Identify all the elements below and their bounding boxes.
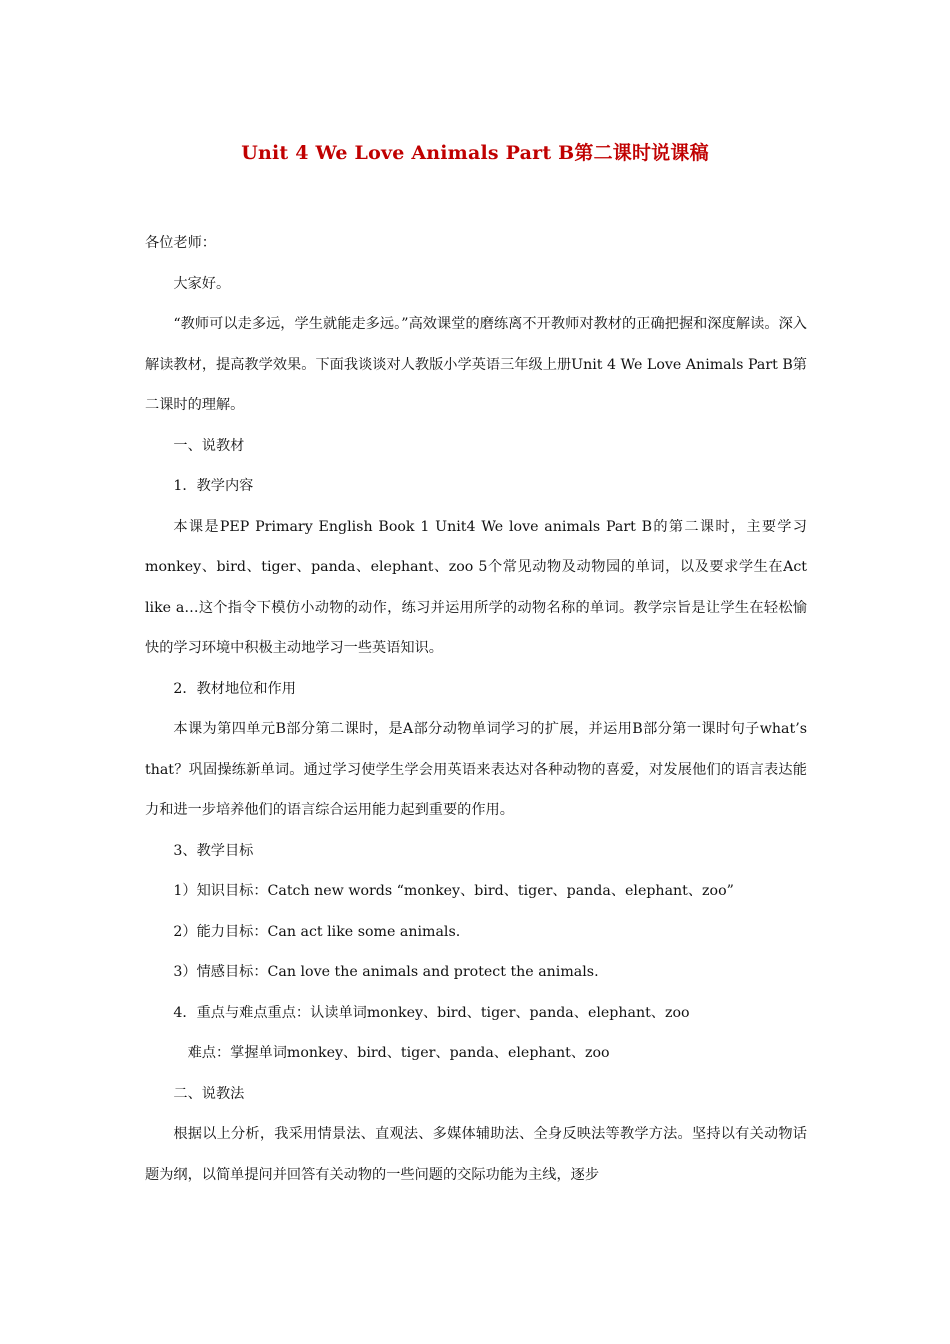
- subheading-teaching-goals: 3、教学目标: [173, 842, 254, 859]
- section-heading-methods: 二、说教法: [173, 1085, 245, 1102]
- teaching-content-paragraph: 本课是PEP Primary English Book 1 Unit4 We love animals Part B的第二课时，主要学习monkey、bird、tiger、panda、elephant、zoo 5个常见动物及动物园的单词，以及要求学生在Act like a…这个指令下模仿小动物的动作，练习并运用所学的动物名称的单词。教学宗旨是让学生在轻松愉快的学习环境中积极主动地学习一些英语知识。: [145, 518, 807, 656]
- textbook-role-paragraph: 本课为第四单元B部分第二课时，是A部分动物单词学习的扩展，并运用B部分第一课时句子what’s that？巩固操练新单词。通过学习使学生学会用英语来表达对各种动物的喜爱，对发展他们的语言表达能力和进一步培养他们的语言综合运用能力起到重要的作用。: [145, 721, 807, 818]
- salutation: 各位老师：: [145, 235, 216, 251]
- goal-emotion: 3）情感目标：Can love the animals and protect the animals.: [173, 964, 599, 980]
- goal-ability: 2）能力目标：Can act like some animals.: [173, 923, 461, 940]
- methods-paragraph: 根据以上分析，我采用情景法、直观法、多媒体辅助法、全身反映法等教学方法。坚持以有关动物话题为纲，以简单提问并回答有关动物的一些问题的交际功能为主线，逐步: [145, 1126, 807, 1183]
- subheading-textbook-role: 2．教材地位和作用: [173, 680, 296, 697]
- intro-paragraph: “教师可以走多远，学生就能走多远。”高效课堂的磨练离不开教师对教材的正确把握和深度解读。深入解读教材，提高教学效果。下面我谈谈对人教版小学英语三年级上册Unit 4 We Love Animals Part B第二课时的理解。: [145, 316, 807, 413]
- subheading-key-points: 4．重点与难点重点：认读单词monkey、bird、tiger、panda、elephant、zoo: [173, 1004, 690, 1021]
- document-body: [145, 223, 807, 1195]
- subheading-teaching-content: 1．教学内容: [173, 478, 254, 494]
- goal-knowledge: 1）知识目标：Catch new words “monkey、bird、tiger、panda、elephant、zoo”: [173, 883, 734, 899]
- section-heading-textbook: 一、说教材: [173, 437, 245, 454]
- greeting: 大家好。: [173, 275, 231, 292]
- document-title: Unit 4 We Love Animals Part B第二课时说课稿: [241, 142, 709, 164]
- difficulty-line: 难点：掌握单词monkey、bird、tiger、panda、elephant、zoo: [187, 1045, 610, 1061]
